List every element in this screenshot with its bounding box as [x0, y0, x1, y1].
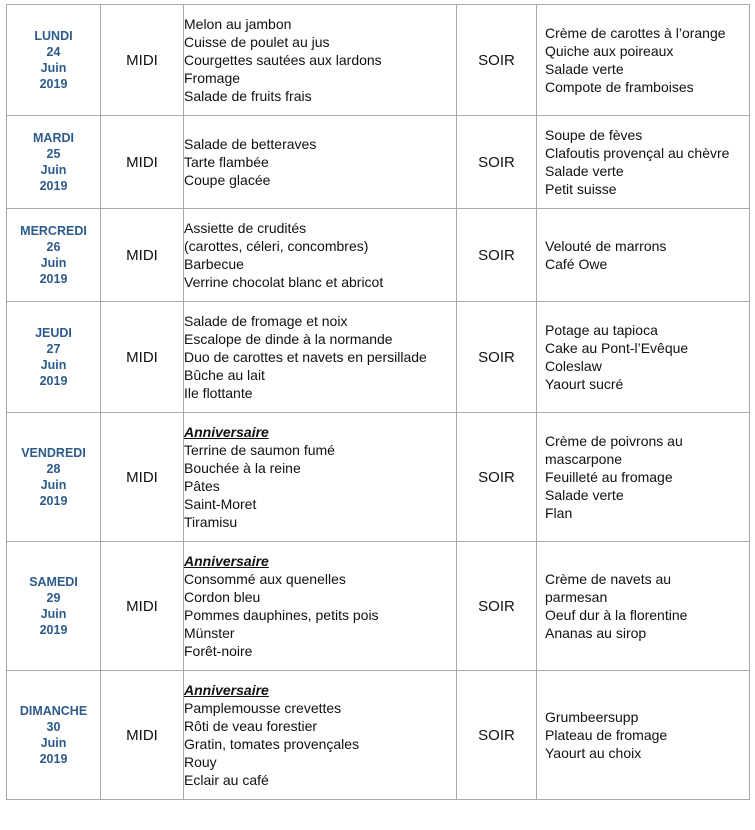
dinner-dish: Ananas au sirop [545, 625, 647, 641]
lunch-dish: Salade de fromage et noix [184, 313, 348, 329]
lunch-dish: Courgettes sautées aux lardons [184, 52, 382, 68]
dinner-dish: Clafoutis provençal au chèvre [545, 145, 730, 161]
lunch-dish: Tarte flambée [184, 154, 269, 170]
dinner-dish: Soupe de fèves [545, 127, 643, 143]
day-row [7, 413, 750, 542]
lunch-dishes [184, 671, 457, 800]
dinner-label: SOIR [457, 413, 537, 542]
dinner-label: SOIR [457, 302, 537, 413]
lunch-dish: Coupe glacée [184, 172, 271, 188]
lunch-dish: Pamplemousse crevettes [184, 700, 342, 716]
lunch-dish: Tiramisu [184, 514, 238, 530]
dinner-dishes [537, 542, 750, 671]
lunch-dish: Cuisse de poulet au jus [184, 34, 330, 50]
day-month: Juin [40, 736, 67, 750]
lunch-label: MIDI [101, 209, 184, 302]
lunch-dishes [184, 116, 457, 209]
lunch-dish: Pommes dauphines, petits pois [184, 607, 379, 623]
dinner-dish: Crème de navets au [545, 571, 672, 587]
lunch-dish: Duo de carottes et navets en persillade [184, 349, 427, 365]
day-row [7, 542, 750, 671]
dinner-dish: Grumbeersupp [545, 709, 639, 725]
dinner-label: SOIR [457, 116, 537, 209]
lunch-dish: Forêt-noire [184, 643, 253, 659]
day-row [7, 116, 750, 209]
lunch-dish: Saint-Moret [184, 496, 257, 512]
day-cell [7, 5, 101, 116]
dinner-dish: Yaourt sucré [545, 376, 624, 392]
dinner-dish: Salade verte [545, 487, 624, 503]
lunch-dish: Bûche au lait [184, 367, 265, 383]
day-date: 24 [46, 45, 61, 59]
dinner-dish: Compote de framboises [545, 79, 694, 95]
lunch-label: MIDI [101, 413, 184, 542]
lunch-label: MIDI [101, 302, 184, 413]
dinner-dish: Petit suisse [545, 181, 617, 197]
lunch-dish: Escalope de dinde à la normande [184, 331, 393, 347]
dinner-dish: Salade verte [545, 61, 624, 77]
day-day: VENDREDI [21, 446, 86, 460]
lunch-dish: Verrine chocolat blanc et abricot [184, 274, 384, 290]
day-month: Juin [40, 163, 67, 177]
day-month: Juin [40, 478, 67, 492]
dinner-dish: Coleslaw [545, 358, 602, 374]
day-date: 27 [46, 342, 61, 356]
lunch-dish: (carottes, céleri, concombres) [184, 238, 369, 254]
anniversary-note: Anniversaire [184, 553, 269, 569]
dinner-dish: Café Owe [545, 256, 608, 272]
dinner-label: SOIR [457, 5, 537, 116]
day-date: 26 [46, 240, 61, 254]
lunch-dishes [184, 5, 457, 116]
day-year: 2019 [39, 179, 68, 193]
dinner-dish: Flan [545, 505, 573, 521]
day-month: Juin [40, 607, 67, 621]
day-cell [7, 413, 101, 542]
dinner-dishes [537, 302, 750, 413]
day-cell [7, 116, 101, 209]
lunch-dishes [184, 413, 457, 542]
dinner-label: SOIR [457, 671, 537, 800]
dinner-dish: Potage au tapioca [545, 322, 658, 338]
dinner-dish: Cake au Pont-l’Evêque [545, 340, 689, 356]
dinner-label: SOIR [457, 209, 537, 302]
dinner-dish: Feuilleté au fromage [545, 469, 673, 485]
anniversary-note: Anniversaire [184, 682, 269, 698]
day-date: 25 [46, 147, 61, 161]
lunch-dishes [184, 209, 457, 302]
lunch-dish: Pâtes [184, 478, 220, 494]
lunch-dish: Barbecue [184, 256, 244, 272]
dinner-dish: Velouté de marrons [545, 238, 667, 254]
lunch-dish: Rouy [184, 754, 217, 770]
dinner-dish: Salade verte [545, 163, 624, 179]
day-day: LUNDI [34, 29, 73, 43]
day-month: Juin [40, 358, 67, 372]
lunch-dish: Eclair au café [184, 772, 269, 788]
day-year: 2019 [39, 374, 68, 388]
lunch-dish: Salade de fruits frais [184, 88, 312, 104]
dinner-dishes [537, 209, 750, 302]
lunch-dishes [184, 302, 457, 413]
day-cell [7, 542, 101, 671]
dinner-dish: Plateau de fromage [545, 727, 668, 743]
lunch-dish: Rôti de veau forestier [184, 718, 318, 734]
lunch-dish: Terrine de saumon fumé [184, 442, 335, 458]
day-cell [7, 302, 101, 413]
day-day: DIMANCHE [19, 704, 88, 718]
day-year: 2019 [39, 272, 68, 286]
day-year: 2019 [39, 752, 68, 766]
lunch-label: MIDI [101, 116, 184, 209]
day-day: JEUDI [35, 326, 72, 340]
day-day: MERCREDI [20, 224, 87, 238]
day-row [7, 671, 750, 800]
dinner-dishes [537, 116, 750, 209]
dinner-dish: Crème de poivrons au [545, 433, 683, 449]
dinner-dish: Oeuf dur à la florentine [545, 607, 688, 623]
dinner-dish: mascarpone [545, 451, 623, 467]
lunch-dish: Münster [184, 625, 235, 641]
day-year: 2019 [39, 77, 68, 91]
menu-body [7, 5, 750, 800]
day-year: 2019 [39, 494, 68, 508]
lunch-dish: Consommé aux quenelles [184, 571, 346, 587]
dinner-dishes [537, 413, 750, 542]
day-month: Juin [40, 61, 67, 75]
lunch-dish: Gratin, tomates provençales [184, 736, 360, 752]
day-day: MARDI [33, 131, 74, 145]
day-row [7, 209, 750, 302]
lunch-label: MIDI [101, 542, 184, 671]
lunch-dish: Salade de betteraves [184, 136, 317, 152]
lunch-label: MIDI [101, 671, 184, 800]
dinner-dish: parmesan [545, 589, 608, 605]
dinner-label: SOIR [457, 542, 537, 671]
lunch-label: MIDI [101, 5, 184, 116]
day-day: SAMEDI [29, 575, 78, 589]
day-cell [7, 671, 101, 800]
lunch-dish: Cordon bleu [184, 589, 261, 605]
lunch-dishes [184, 542, 457, 671]
dinner-dishes [537, 5, 750, 116]
weekly-menu-table [6, 4, 750, 800]
dinner-dish: Yaourt au choix [545, 745, 642, 761]
day-date: 28 [46, 462, 61, 476]
dinner-dishes [537, 671, 750, 800]
lunch-dish: Fromage [184, 70, 241, 86]
day-row [7, 5, 750, 116]
anniversary-note: Anniversaire [184, 424, 269, 440]
day-cell [7, 209, 101, 302]
day-year: 2019 [39, 623, 68, 637]
lunch-dish: Bouchée à la reine [184, 460, 301, 476]
day-row [7, 302, 750, 413]
day-date: 30 [46, 720, 61, 734]
lunch-dish: Assiette de crudités [184, 220, 307, 236]
day-date: 29 [46, 591, 61, 605]
day-month: Juin [40, 256, 67, 270]
dinner-dish: Quiche aux poireaux [545, 43, 674, 59]
lunch-dish: Ile flottante [184, 385, 253, 401]
dinner-dish: Crème de carottes à l’orange [545, 25, 726, 41]
lunch-dish: Melon au jambon [184, 16, 292, 32]
